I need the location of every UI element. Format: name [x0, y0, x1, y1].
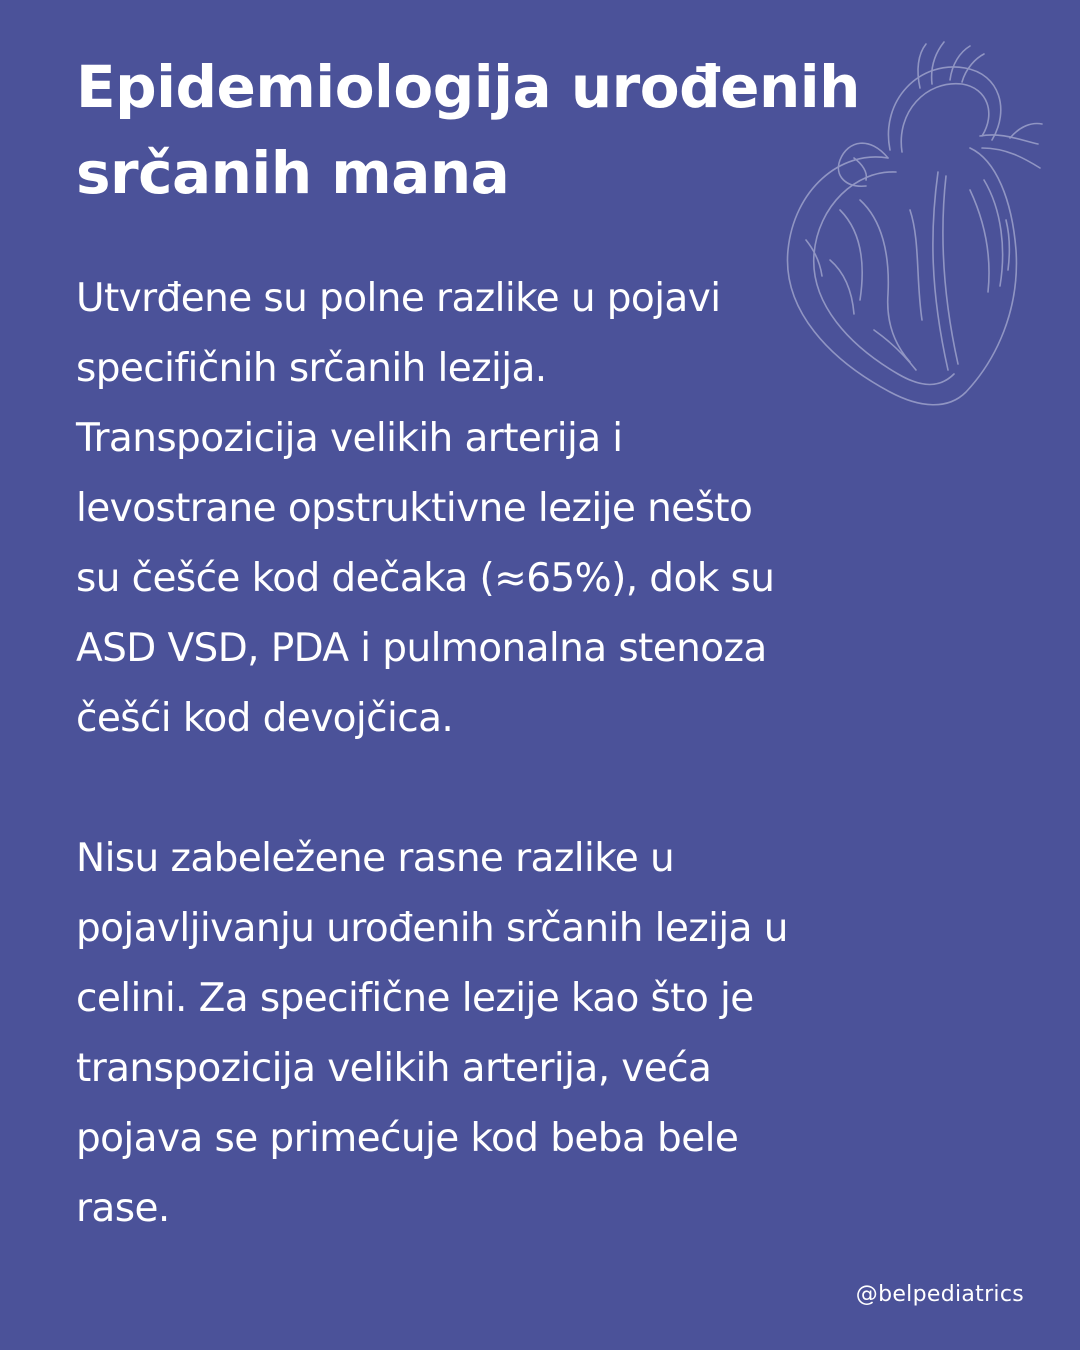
author-handle: @belpediatrics: [855, 1282, 1024, 1307]
paragraph-line: transpozicija velikih arterija, veća: [76, 1046, 712, 1091]
paragraph-line: ASD VSD, PDA i pulmonalna stenoza: [76, 626, 767, 671]
paragraph-line: levostrane opstruktivne lezije nešto: [76, 486, 753, 531]
paragraph-line: Nisu zabeležene rasne razlike u: [76, 836, 675, 881]
paragraph-line: pojavljivanju urođenih srčanih lezija u: [76, 906, 788, 951]
title-line: srčanih mana: [76, 139, 510, 207]
paragraph-line: su češće kod dečaka (≈65%), dok su: [76, 556, 775, 601]
paragraph-line: celini. Za specifične lezije kao što je: [76, 976, 754, 1021]
title-line: Epidemiologija urođenih: [76, 53, 860, 121]
paragraph-line: češći kod devojčica.: [76, 696, 454, 741]
paragraph-line: pojava se primećuje kod beba bele: [76, 1116, 739, 1161]
paragraph-line: rase.: [76, 1186, 170, 1231]
body-text: [76, 264, 1036, 1244]
paragraph-spacer: [76, 754, 1036, 824]
paragraph-racial-differences: [76, 824, 1036, 1244]
paragraph-line: Utvrđene su polne razlike u pojavi: [76, 276, 721, 321]
page-title: [76, 44, 996, 216]
paragraph-line: Transpozicija velikih arterija i: [76, 416, 623, 461]
paragraph-sex-differences: [76, 264, 1036, 754]
paragraph-line: specifičnih srčanih lezija.: [76, 346, 547, 391]
